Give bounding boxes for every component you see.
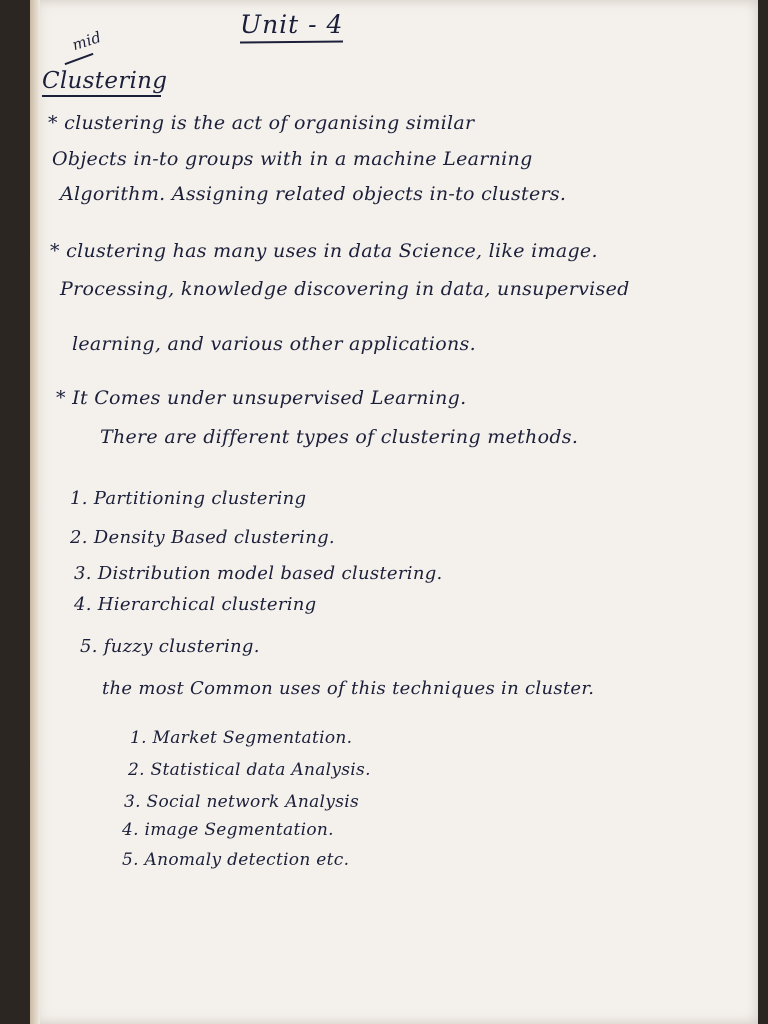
paragraph-1-line-3: Algorithm. Assigning related objects in-to clusters. — [60, 183, 567, 205]
mid-tag: mid — [69, 27, 104, 55]
notebook-page — [30, 0, 758, 1024]
paragraph-2-line-3: learning, and various other applications. — [72, 333, 476, 355]
types-list-item: 1. Partitioning clustering — [70, 488, 307, 509]
unit-title: Unit - 4 — [240, 10, 344, 39]
uses-list-item: 1. Market Segmentation. — [130, 728, 353, 748]
paragraph-2-line-2: Processing, knowledge discovering in data, unsupervised — [60, 278, 630, 300]
mid-tag-underline — [65, 53, 94, 65]
uses-list-item: 5. Anomaly detection etc. — [122, 850, 350, 870]
paragraph-1-line-1: * clustering is the act of organising similar — [48, 112, 475, 134]
uses-list-item: 3. Social network Analysis — [124, 792, 359, 812]
uses-list-item: 2. Statistical data Analysis. — [128, 760, 371, 780]
uses-intro: the most Common uses of this techniques in cluster. — [102, 678, 595, 699]
section-heading: Clustering — [42, 68, 168, 94]
paragraph-2-line-1: * clustering has many uses in data Science, like image. — [50, 240, 598, 262]
paragraph-1-line-2: Objects in-to groups with in a machine Learning — [52, 148, 533, 170]
types-list-item: 2. Density Based clustering. — [70, 527, 335, 548]
types-list-item: 3. Distribution model based clustering. — [74, 563, 443, 584]
types-intro: There are different types of clustering methods. — [100, 426, 579, 448]
paragraph-3-line-1: * It Comes under unsupervised Learning. — [56, 387, 467, 409]
types-list-item: 5. fuzzy clustering. — [80, 636, 260, 657]
uses-list-item: 4. image Segmentation. — [122, 820, 334, 840]
types-list-item: 4. Hierarchical clustering — [74, 594, 317, 615]
